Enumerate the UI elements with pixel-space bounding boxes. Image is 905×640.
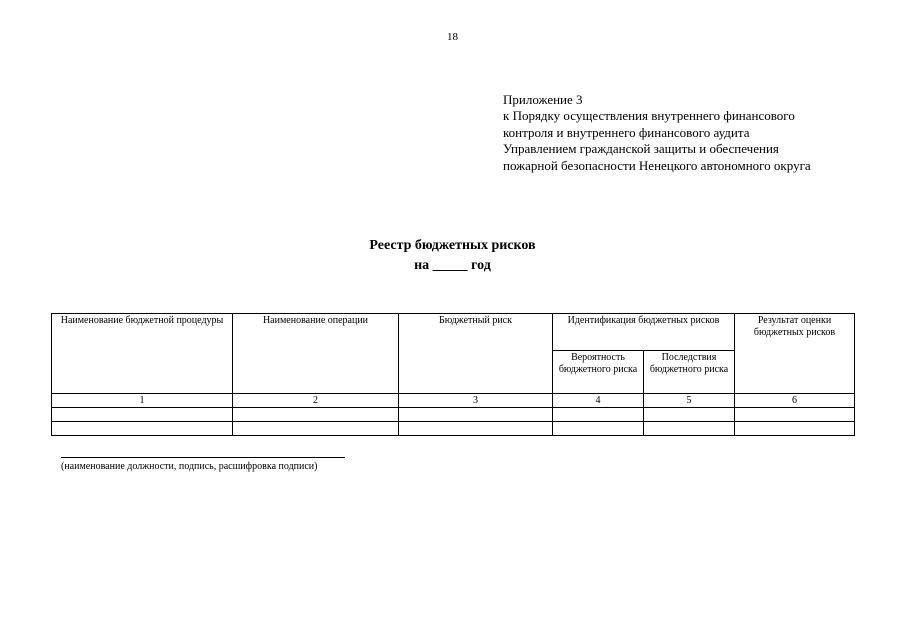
- appendix-line: Управлением гражданской защиты и обеспечения: [503, 141, 779, 157]
- title-line-1: Реестр бюджетных рисков: [369, 238, 536, 253]
- table-cell: [644, 422, 735, 436]
- appendix-line: пожарной безопасности Ненецкого автономного округа: [503, 157, 811, 173]
- header-procedure: Наименование бюджетной процедуры: [52, 314, 233, 394]
- header-result: Результат оценки бюджетных рисков: [735, 314, 855, 394]
- table-cell: [735, 422, 855, 436]
- appendix-line: контроля и внутреннего финансового аудита: [503, 124, 750, 140]
- table-cell: [52, 422, 233, 436]
- document-title: [0, 236, 905, 276]
- appendix-line: к Порядку осуществления внутреннего финансового: [503, 108, 795, 124]
- title-line-2: на _____ год: [414, 258, 491, 273]
- appendix-note: [503, 92, 811, 174]
- header-consequences: Последствия бюджетного риска: [644, 351, 735, 394]
- header-identification: Идентификация бюджетных рисков: [553, 314, 735, 351]
- column-number: 3: [399, 394, 553, 408]
- table-cell: [52, 408, 233, 422]
- table-row: [52, 422, 855, 436]
- signature-caption: (наименование должности, подпись, расшифровка подписи): [61, 461, 318, 472]
- table-cell: [233, 408, 399, 422]
- table-cell: [553, 408, 644, 422]
- header-risk: Бюджетный риск: [399, 314, 553, 394]
- column-number: 1: [52, 394, 233, 408]
- table-cell: [644, 408, 735, 422]
- signature-line: [61, 457, 345, 458]
- column-number: 4: [553, 394, 644, 408]
- table-cell: [233, 422, 399, 436]
- header-probability: Вероятность бюджетного риска: [553, 351, 644, 394]
- column-number-row: [52, 394, 855, 408]
- table-cell: [553, 422, 644, 436]
- header-operation: Наименование операции: [233, 314, 399, 394]
- page-number: 18: [447, 31, 458, 43]
- column-number: 6: [735, 394, 855, 408]
- column-number: 2: [233, 394, 399, 408]
- appendix-line: Приложение 3: [503, 92, 583, 107]
- risk-registry-table: [51, 313, 855, 436]
- table-cell: [735, 408, 855, 422]
- table-row: [52, 408, 855, 422]
- table-cell: [399, 408, 553, 422]
- column-number: 5: [644, 394, 735, 408]
- table-cell: [399, 422, 553, 436]
